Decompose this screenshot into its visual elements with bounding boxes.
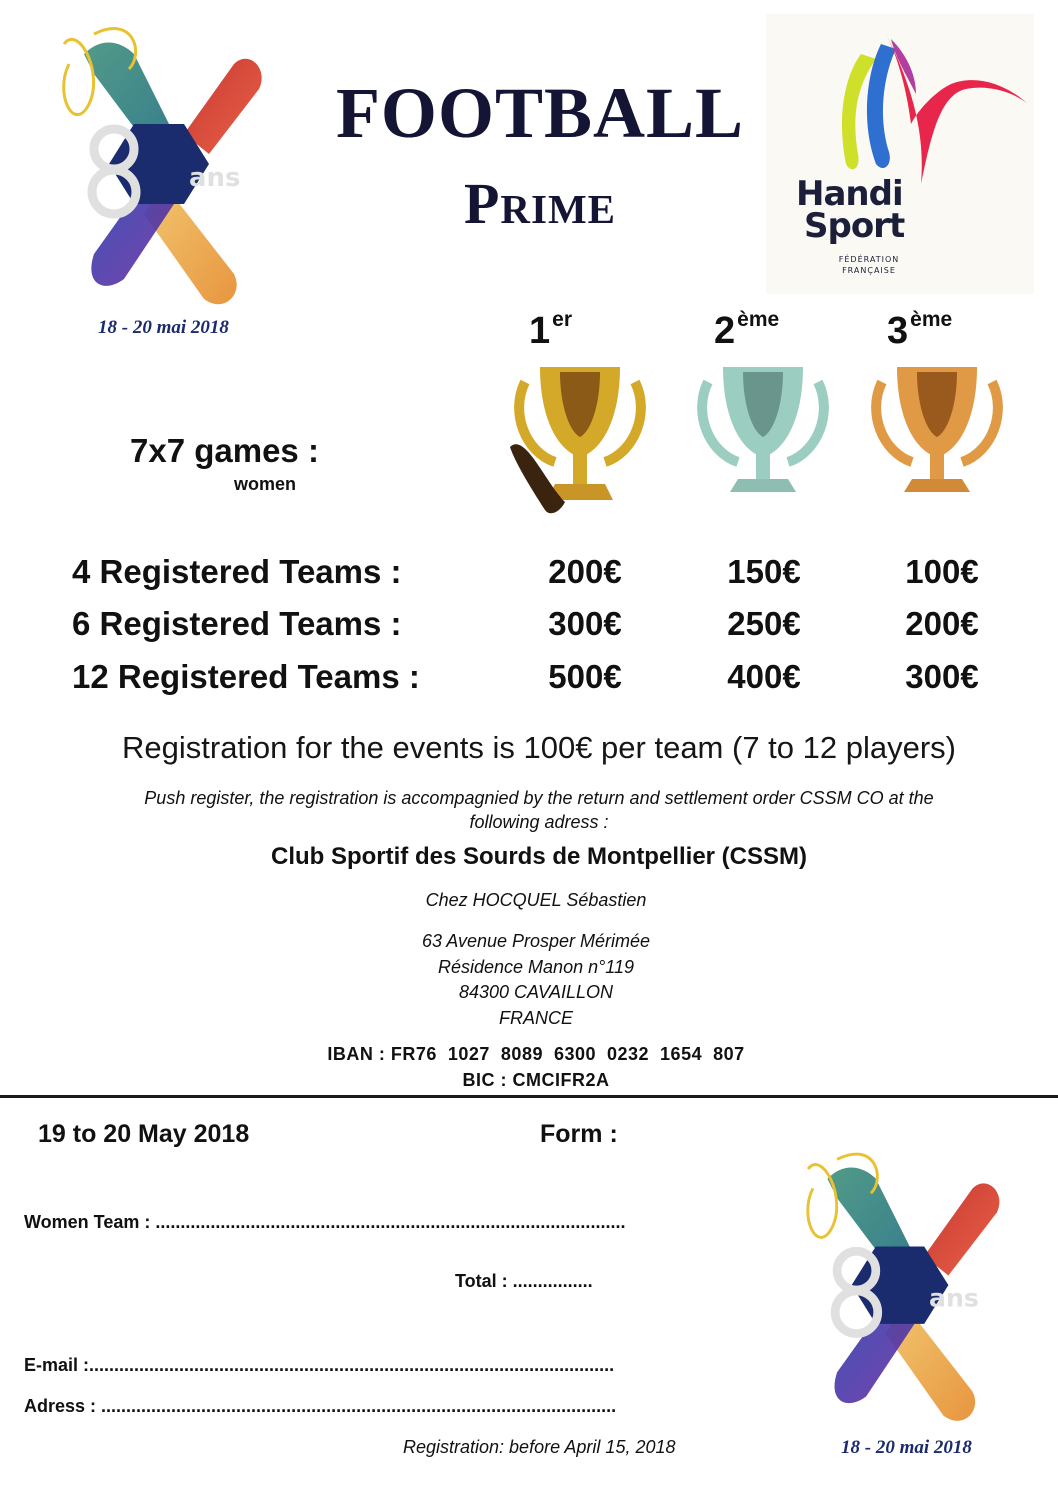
prize-third: 200€: [905, 605, 979, 642]
anniversary-dates: 18 - 20 mai 2018: [98, 317, 229, 338]
prize-third: 100€: [905, 553, 979, 590]
handisport-logo: [766, 14, 1034, 294]
place-third: [887, 308, 952, 353]
club-name: Club Sportif des Sourds de Montpellier (CSSM): [270, 843, 807, 870]
prize-third: 300€: [905, 658, 979, 695]
handisport-word-2: Sport: [804, 206, 905, 246]
category-games: 7x7 games :: [130, 432, 319, 469]
anniversary-text: ans: [189, 163, 241, 193]
total-field[interactable]: Total : ................: [455, 1271, 593, 1291]
page-subtitle: Prime: [463, 171, 617, 236]
adress-field[interactable]: Adress : .......................................................................................................: [24, 1396, 617, 1416]
bronze-trophy-icon: [862, 362, 1012, 507]
address-line: 63 Avenue Prosper Mérimée: [421, 931, 651, 951]
prize-row: [72, 605, 1032, 649]
registration-deadline: Registration: before April 15, 2018: [403, 1437, 676, 1457]
prize-row: [72, 658, 1032, 702]
prize-second: 400€: [727, 658, 801, 695]
prize-second: 250€: [727, 605, 801, 642]
anniversary-logo: [34, 14, 284, 344]
anniversary-text-bottom: ans: [929, 1283, 979, 1313]
registration-instructions-line1: Push register, the registration is accompagnied by the return and settlement order CSSM CO at the: [144, 788, 934, 808]
anniversary-logo-bottom: [775, 1140, 1025, 1470]
prize-row-label: 4 Registered Teams :: [72, 553, 402, 590]
handisport-francaise: FRANÇAISE: [842, 266, 896, 275]
handisport-federation: FÉDÉRATION: [838, 255, 900, 264]
place-second: [714, 308, 779, 353]
registration-instructions-line2: following adress :: [469, 812, 609, 832]
page-title: FOOTBALL: [335, 73, 745, 153]
women-team-field[interactable]: Women Team : ..............................................................................................: [24, 1212, 626, 1232]
place-third-number: 3: [887, 310, 909, 352]
prize-row-label: 12 Registered Teams :: [72, 658, 420, 695]
address-line: Résidence Manon n°119: [438, 957, 634, 977]
gold-trophy-icon: [505, 362, 655, 527]
bic: BIC : CMCIFR2A: [462, 1070, 610, 1090]
place-second-suffix: ème: [737, 308, 780, 331]
registration-fee: Registration for the events is 100€ per team (7 to 12 players): [122, 730, 956, 765]
form-title: Form :: [540, 1120, 618, 1148]
silver-trophy-icon: [688, 362, 838, 507]
address-line: FRANCE: [498, 1008, 573, 1028]
event-dates: 19 to 20 May 2018: [38, 1120, 250, 1148]
place-first-number: 1: [529, 310, 551, 352]
prize-first: 300€: [548, 605, 622, 642]
handisport-word-1: Handi: [796, 174, 903, 214]
place-first: [529, 308, 572, 353]
prize-first: 500€: [548, 658, 622, 695]
anniversary-dates-bottom: 18 - 20 mai 2018: [841, 1437, 972, 1458]
prize-second: 150€: [727, 553, 801, 590]
prize-row-label: 6 Registered Teams :: [72, 605, 402, 642]
iban: IBAN : FR76 1027 8089 6300 0232 1654 807: [327, 1044, 745, 1064]
section-divider: [0, 1095, 1058, 1098]
category-sub: women: [234, 474, 297, 494]
email-field[interactable]: E-mail :.........................................................................................................: [24, 1355, 615, 1375]
registration-instructions: [60, 786, 1018, 834]
address-line: 84300 CAVAILLON: [458, 982, 614, 1002]
prize-row: [72, 553, 1032, 597]
place-second-number: 2: [714, 310, 736, 352]
place-first-suffix: er: [552, 308, 572, 331]
prize-first: 200€: [548, 553, 622, 590]
address-care-of: Chez HOCQUEL Sébastien: [425, 890, 647, 910]
place-third-suffix: ème: [910, 308, 953, 331]
